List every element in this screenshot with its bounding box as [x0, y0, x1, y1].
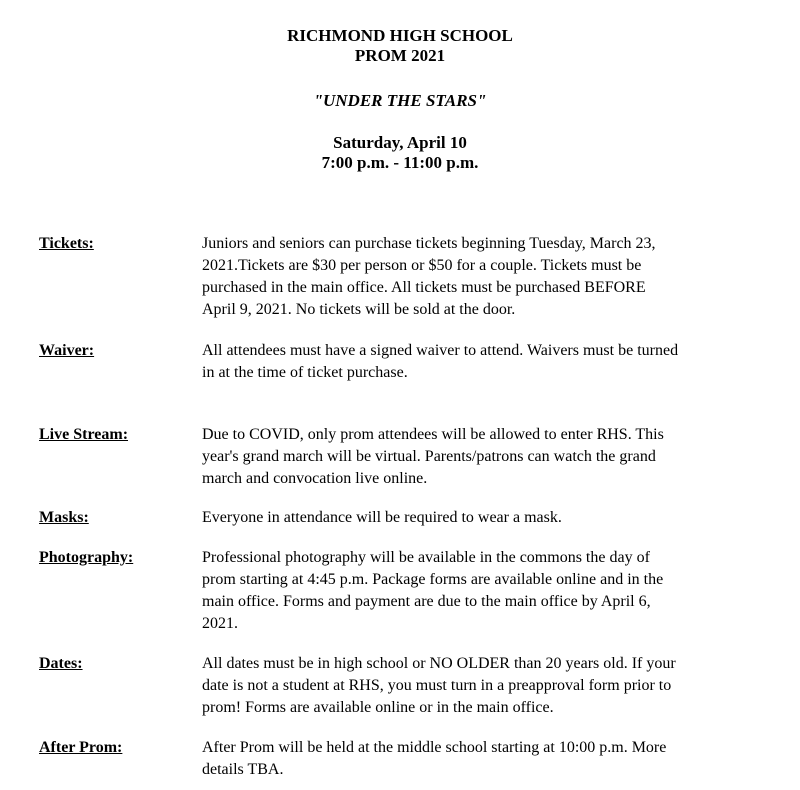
- section-label: Waiver:: [39, 342, 95, 359]
- section-body: [202, 233, 762, 321]
- section-body: [202, 424, 762, 490]
- section-line: All attendees must have a signed waiver to attend. Waivers must be turned: [202, 342, 679, 359]
- section-label: Tickets:: [39, 235, 94, 252]
- section-line: Due to COVID, only prom attendees will be allowed to enter RHS. This: [202, 426, 664, 443]
- section-body: [202, 547, 762, 635]
- section-body: [202, 653, 762, 719]
- section-line: April 9, 2021. No tickets will be sold at the door.: [202, 301, 516, 318]
- section-line: details TBA.: [202, 761, 284, 778]
- section-label: Masks:: [39, 509, 89, 526]
- section-line: date is not a student at RHS, you must turn in a preapproval form prior to: [202, 677, 672, 694]
- section-line: After Prom will be held at the middle school starting at 10:00 p.m. More: [202, 739, 667, 756]
- section-line: Juniors and seniors can purchase tickets beginning Tuesday, March 23,: [202, 235, 656, 252]
- school-name-heading: RICHMOND HIGH SCHOOL: [287, 26, 513, 45]
- section-line: 2021.Tickets are $30 per person or $50 for a couple. Tickets must be: [202, 257, 642, 274]
- section-line: year's grand march will be virtual. Parents/patrons can watch the grand: [202, 448, 656, 465]
- section-body: [202, 340, 762, 384]
- theme-heading: "UNDER THE STARS": [313, 91, 487, 110]
- section-label: After Prom:: [39, 739, 123, 756]
- event-title-heading: PROM 2021: [354, 46, 446, 65]
- section-body: [202, 737, 762, 781]
- section-line: prom! Forms are available online or in the main office.: [202, 699, 554, 716]
- section-line: purchased in the main office. All tickets must be purchased BEFORE: [202, 279, 646, 296]
- section-label: Live Stream:: [39, 426, 129, 443]
- section-line: 2021.: [202, 615, 238, 632]
- section-body: [202, 507, 762, 529]
- section-line: march and convocation live online.: [202, 470, 428, 487]
- section-line: Everyone in attendance will be required to wear a mask.: [202, 509, 562, 526]
- section-line: Professional photography will be available in the commons the day of: [202, 549, 650, 566]
- section-line: in at the time of ticket purchase.: [202, 364, 408, 381]
- event-time-heading: 7:00 p.m. - 11:00 p.m.: [321, 153, 479, 172]
- event-date-heading: Saturday, April 10: [333, 133, 467, 152]
- section-line: All dates must be in high school or NO OLDER than 20 years old. If your: [202, 655, 676, 672]
- section-line: prom starting at 4:45 p.m. Package forms are available online and in the: [202, 571, 664, 588]
- section-label: Photography:: [39, 549, 134, 566]
- section-label: Dates:: [39, 655, 83, 672]
- section-line: main office. Forms and payment are due to the main office by April 6,: [202, 593, 651, 610]
